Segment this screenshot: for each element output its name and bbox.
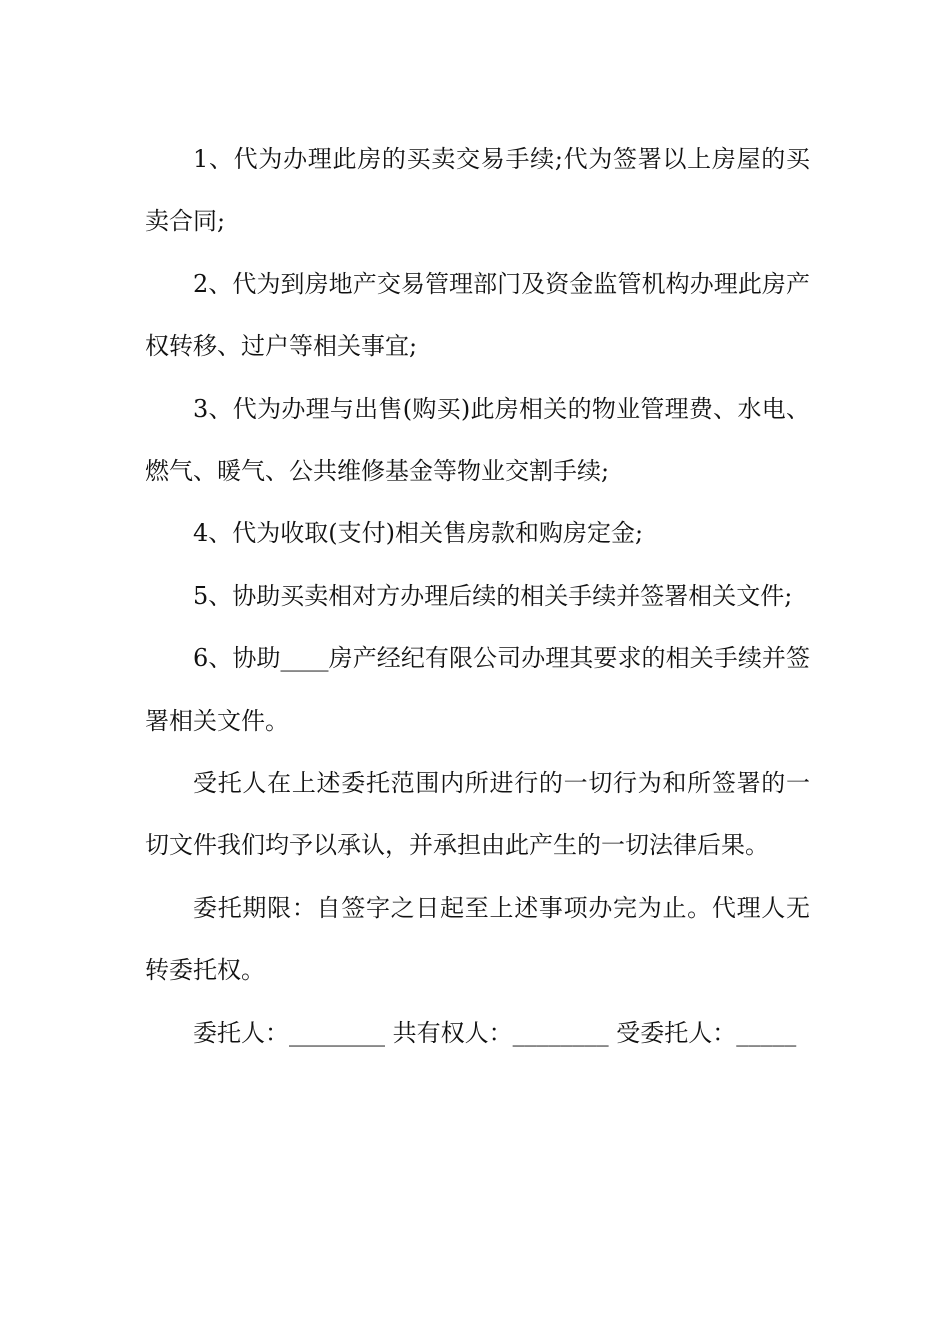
- term-paragraph: 委托期限：自签字之日起至上述事项办完为止。代理人无转委托权。: [145, 893, 810, 985]
- clause-6: 6、协助____房产经纪有限公司办理其要求的相关手续并签署相关文件。: [145, 644, 810, 735]
- acknowledgement-paragraph: 受托人在上述委托范围内所进行的一切行为和所签署的一切文件我们均予以承认，并承担由此产生的一切法律后果。: [145, 769, 810, 860]
- clause-3: 3、代为办理与出售(购买)此房相关的物业管理费、水电、燃气、暖气、公共维修基金等物业交割手续;: [145, 394, 810, 486]
- clause-4: 4、代为收取(支付)相关售房款和购房定金;: [193, 519, 644, 548]
- clause-1: 1、代为办理此房的买卖交易手续;代为签署以上房屋的买卖合同;: [145, 145, 810, 236]
- clause-2: 2、代为到房地产交易管理部门及资金监管机构办理此房产权转移、过户等相关事宜;: [145, 269, 810, 361]
- document-body: [145, 128, 810, 1064]
- clause-5: 5、协助买卖相对方办理后续的相关手续并签署相关文件;: [193, 581, 793, 610]
- signature-line: 委托人：________ 共有权人：________ 受委托人：_____: [193, 1018, 797, 1047]
